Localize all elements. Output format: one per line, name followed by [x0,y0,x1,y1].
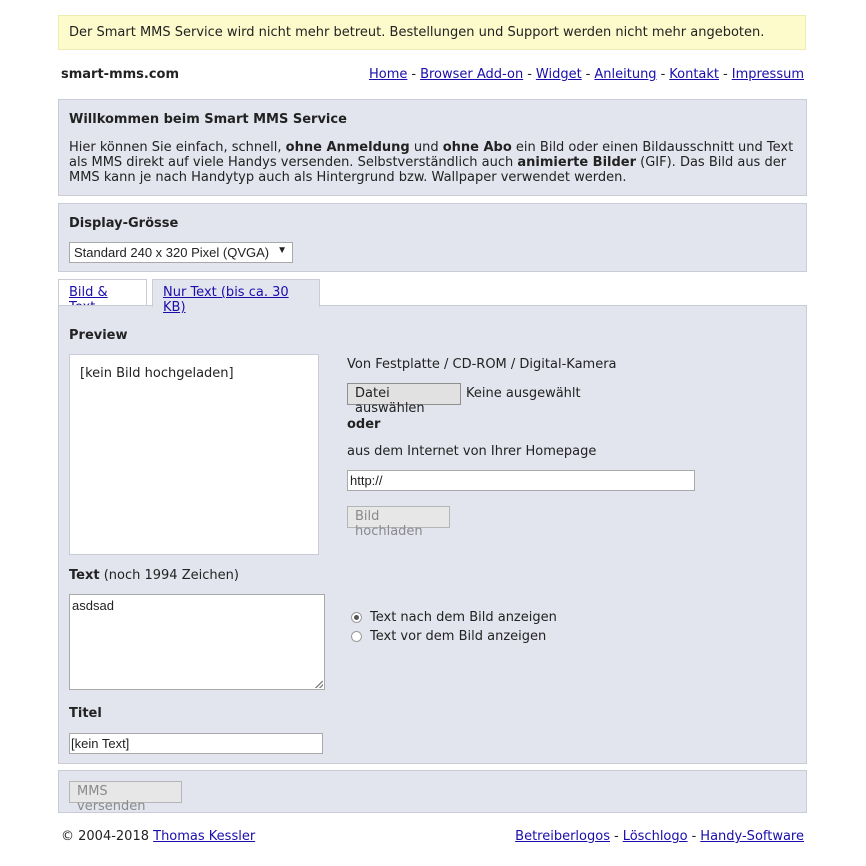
top-navigation: Home - Browser Add-on - Widget - Anleitung - Kontakt - Impressum [368,67,804,82]
resize-grip-icon[interactable] [315,680,323,688]
service-notice [58,15,806,50]
choose-file-button[interactable]: Datei auswählen [347,383,461,405]
title-input[interactable]: [kein Text] [69,733,323,754]
handy-software-link[interactable]: Handy-Software [700,829,804,844]
image-url-input[interactable]: http:// [347,470,695,491]
display-size-panel [58,203,807,272]
dropdown-arrow-icon: ▼ [277,245,287,256]
preview-label: Preview [69,328,128,343]
message-textarea[interactable]: asdsad [69,594,325,690]
footer-copyright: © 2004-2018 Thomas Kessler [61,829,256,844]
no-file-status: Keine ausgewählt [466,386,581,401]
send-panel [58,770,807,813]
service-notice-text: Der Smart MMS Service wird nicht mehr betreut. Bestellungen und Support werden nicht mehr angeboten. [69,25,765,40]
upload-image-button[interactable]: Bild hochladen [347,506,450,528]
nav-impressum-link[interactable]: Impressum [731,67,804,82]
delete-logo-link[interactable]: Löschlogo [622,829,688,844]
radio-text-before[interactable]: Text vor dem Bild anzeigen [351,629,546,644]
nav-kontakt-link[interactable]: Kontakt [669,67,720,82]
title-label: Titel [69,706,102,721]
welcome-description: Hier können Sie einfach, schnell, ohne Anmeldung und ohne Abo ein Bild oder einen Bildausschnitt und Text als MMS direkt auf viele Handys versenden. Selbstverständlich auch animierte Bilder (GIF). Das Bild aus der MMS kann je nach Handytyp auch als Hintergrund bzw. Wallpaper verwendet werden. [69,140,794,185]
operator-logos-link[interactable]: Betreiberlogos [515,829,610,844]
tab-bild-text-label[interactable]: Bild & [69,285,108,300]
welcome-title: Willkommen beim Smart MMS Service [69,112,347,127]
preview-placeholder: [kein Bild hochgeladen] [80,366,234,381]
nav-home-link[interactable]: Home [368,67,408,82]
footer-links: Betreiberlogos - Löschlogo - Handy-Software [515,829,804,844]
nav-browser-addon-link[interactable]: Browser Add-on [420,67,524,82]
radio-unchecked-icon[interactable] [351,631,362,642]
tab-nur-text-label[interactable]: Nur Text (bis ca. 30 KB) [163,285,289,315]
display-size-select[interactable] [69,242,293,263]
welcome-panel [58,99,807,196]
author-link[interactable]: Thomas Kessler [153,829,256,844]
tab-nur-text[interactable] [152,279,320,315]
image-preview [69,354,319,555]
or-label: oder [347,417,381,432]
mms-form-panel [58,305,807,764]
display-size-selected: Standard 240 x 320 Pixel (QVGA) [74,245,270,260]
nav-widget-link[interactable]: Widget [535,67,582,82]
text-label: Text (noch 1994 Zeichen) [69,568,239,583]
site-brand: smart-mms.com [61,67,180,82]
source-label: Von Festplatte / CD-ROM / Digital-Kamera [347,357,617,372]
tab-bild-text[interactable] [58,279,147,306]
send-mms-button[interactable]: MMS versenden [69,781,182,803]
text-remaining-count: (noch 1994 Zeichen) [99,568,239,583]
web-source-label: aus dem Internet von Ihrer Homepage [347,444,597,459]
radio-checked-icon[interactable] [351,612,362,623]
nav-anleitung-link[interactable]: Anleitung [594,67,657,82]
radio-text-after[interactable]: Text nach dem Bild anzeigen [351,610,557,625]
display-size-label: Display-Grösse [69,216,179,231]
